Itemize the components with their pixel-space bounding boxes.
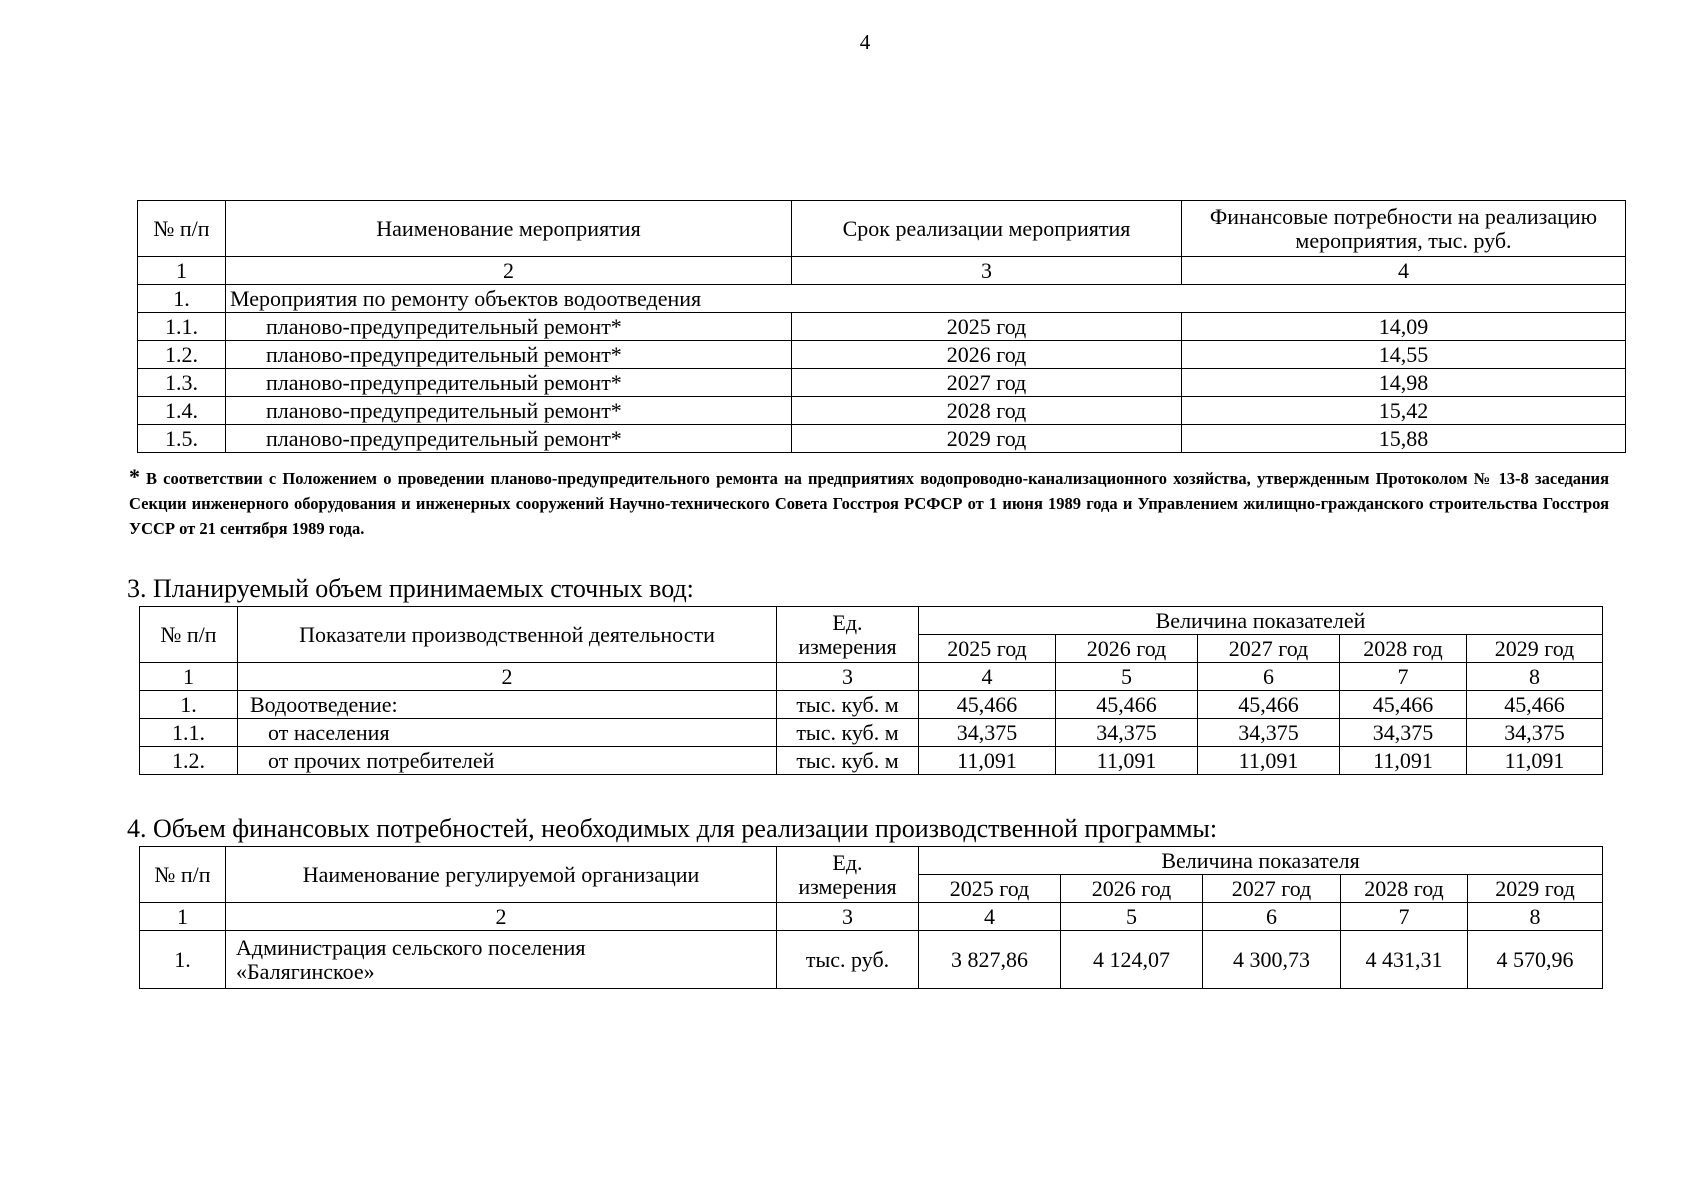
row-num: 1.2. (140, 747, 238, 775)
header-year: 2026 год (1056, 635, 1198, 663)
header-unit: Ед. измерения (777, 847, 919, 903)
header-year: 2027 год (1203, 875, 1341, 903)
header-values: Величина показателей (919, 607, 1603, 635)
row-activity: планово-предупредительный ремонт* (226, 313, 792, 341)
row-value: 3 827,86 (919, 931, 1061, 989)
col-number: 4 (1182, 257, 1626, 285)
col-number: 7 (1341, 903, 1468, 931)
row-value: 45,466 (1056, 691, 1198, 719)
col-number: 3 (777, 663, 919, 691)
row-value: 34,375 (1056, 719, 1198, 747)
col-number: 1 (140, 903, 226, 931)
row-value: 11,091 (1198, 747, 1340, 775)
row-num: 1.3. (138, 369, 226, 397)
col-number: 8 (1468, 903, 1603, 931)
col-number: 7 (1340, 663, 1467, 691)
table-row (138, 341, 1626, 369)
row-amount: 14,98 (1182, 369, 1626, 397)
row-value: 45,466 (919, 691, 1056, 719)
column-numbers-row (138, 257, 1626, 285)
section-3-title: 3. Планируемый объем принимаемых сточных вод: (127, 574, 694, 603)
header-year: 2025 год (919, 875, 1061, 903)
header-num: № п/п (138, 201, 226, 257)
col-number: 1 (140, 663, 238, 691)
row-value: 11,091 (1340, 747, 1467, 775)
table-row (138, 397, 1626, 425)
header-year: 2028 год (1341, 875, 1468, 903)
row-unit: тыс. куб. м (777, 719, 919, 747)
row-num: 1.1. (138, 313, 226, 341)
group-row (138, 285, 1626, 313)
row-value: 11,091 (919, 747, 1056, 775)
section-4-title: 4. Объем финансовых потребностей, необходимых для реализации производственной программы: (127, 814, 1218, 843)
row-value: 34,375 (1467, 719, 1603, 747)
header-term: Срок реализации мероприятия (792, 201, 1182, 257)
table-row (138, 313, 1626, 341)
table-header-row (140, 847, 1603, 875)
row-amount: 15,88 (1182, 425, 1626, 453)
col-number: 4 (919, 663, 1056, 691)
row-value: 45,466 (1467, 691, 1603, 719)
col-number: 4 (919, 903, 1061, 931)
page-number: 4 (859, 30, 871, 54)
header-year: 2028 год (1340, 635, 1467, 663)
group-name: Мероприятия по ремонту объектов водоотведения (226, 285, 1626, 313)
table-row (138, 425, 1626, 453)
row-unit: тыс. куб. м (777, 691, 919, 719)
financial-needs-table (139, 846, 1603, 989)
header-activity-name: Наименование мероприятия (226, 201, 792, 257)
row-num: 1.2. (138, 341, 226, 369)
header-indicator: Показатели производственной деятельности (238, 607, 777, 663)
row-term: 2028 год (792, 397, 1182, 425)
header-year: 2029 год (1468, 875, 1603, 903)
row-num: 1.1. (140, 719, 238, 747)
col-number: 5 (1061, 903, 1203, 931)
row-value: 4 431,31 (1341, 931, 1468, 989)
row-num: 1.5. (138, 425, 226, 453)
row-value: 34,375 (919, 719, 1056, 747)
row-term: 2026 год (792, 341, 1182, 369)
col-number: 3 (777, 903, 919, 931)
header-financial-needs: Финансовые потребности на реализацию мероприятия, тыс. руб. (1182, 201, 1626, 257)
table-row (138, 369, 1626, 397)
row-value: 4 300,73 (1203, 931, 1341, 989)
row-activity: планово-предупредительный ремонт* (226, 369, 792, 397)
table-row (140, 931, 1603, 989)
header-year: 2027 год (1198, 635, 1340, 663)
table-row (140, 747, 1603, 775)
row-num: 1.4. (138, 397, 226, 425)
row-value: 45,466 (1340, 691, 1467, 719)
row-unit: тыс. куб. м (777, 747, 919, 775)
row-num: 1. (140, 691, 238, 719)
row-unit: тыс. руб. (777, 931, 919, 989)
header-num: № п/п (140, 847, 226, 903)
row-num: 1. (140, 931, 226, 989)
header-num: № п/п (140, 607, 238, 663)
header-year: 2026 год (1061, 875, 1203, 903)
column-numbers-row (140, 903, 1603, 931)
row-activity: планово-предупредительный ремонт* (226, 397, 792, 425)
header-unit: Ед. измерения (777, 607, 919, 663)
row-value: 45,466 (1198, 691, 1340, 719)
row-value: 11,091 (1056, 747, 1198, 775)
row-term: 2029 год (792, 425, 1182, 453)
header-year: 2029 год (1467, 635, 1603, 663)
col-number: 6 (1198, 663, 1340, 691)
row-amount: 14,09 (1182, 313, 1626, 341)
footnote-text: В соответствии с Положением о проведении планово-предупредительного ремонта на предприятиях водопроводно-канализационного хозяйства, утвержденным Протоколом № 13-8 заседания Секции инженерного оборудования и инженерных сооружений Научно-технического Совета Госстроя РСФСР от 1 июня 1989 года и Управлением жилищно-гражданского строительства Госстроя УССР от 21 сентября 1989 года. (129, 469, 1609, 538)
col-number: 3 (792, 257, 1182, 285)
row-activity: планово-предупредительный ремонт* (226, 425, 792, 453)
footnote-star: * (129, 464, 140, 489)
row-activity: планово-предупредительный ремонт* (226, 341, 792, 369)
row-amount: 14,55 (1182, 341, 1626, 369)
row-indicator: Водоотведение: (238, 691, 777, 719)
col-number: 5 (1056, 663, 1198, 691)
table-row (140, 691, 1603, 719)
col-number: 2 (238, 663, 777, 691)
repair-activities-table (137, 200, 1626, 453)
row-value: 34,375 (1340, 719, 1467, 747)
column-numbers-row (140, 663, 1603, 691)
row-term: 2027 год (792, 369, 1182, 397)
row-amount: 15,42 (1182, 397, 1626, 425)
col-number: 2 (226, 257, 792, 285)
group-num: 1. (138, 285, 226, 313)
header-year: 2025 год (919, 635, 1056, 663)
row-value: 4 570,96 (1468, 931, 1603, 989)
col-number: 8 (1467, 663, 1603, 691)
table-header-row (138, 201, 1626, 257)
row-value: 4 124,07 (1061, 931, 1203, 989)
col-number: 2 (226, 903, 777, 931)
col-number: 6 (1203, 903, 1341, 931)
wastewater-volume-table (139, 606, 1603, 775)
header-values: Величина показателя (919, 847, 1603, 875)
row-indicator: от прочих потребителей (238, 747, 777, 775)
header-organization: Наименование регулируемой организации (226, 847, 777, 903)
table-row (140, 719, 1603, 747)
footnote (129, 464, 1609, 541)
row-organization: Администрация сельского поселения «Балягинское» (226, 931, 777, 989)
table-header-row (140, 607, 1603, 635)
row-value: 34,375 (1198, 719, 1340, 747)
row-term: 2025 год (792, 313, 1182, 341)
row-value: 11,091 (1467, 747, 1603, 775)
row-indicator: от населения (238, 719, 777, 747)
col-number: 1 (138, 257, 226, 285)
